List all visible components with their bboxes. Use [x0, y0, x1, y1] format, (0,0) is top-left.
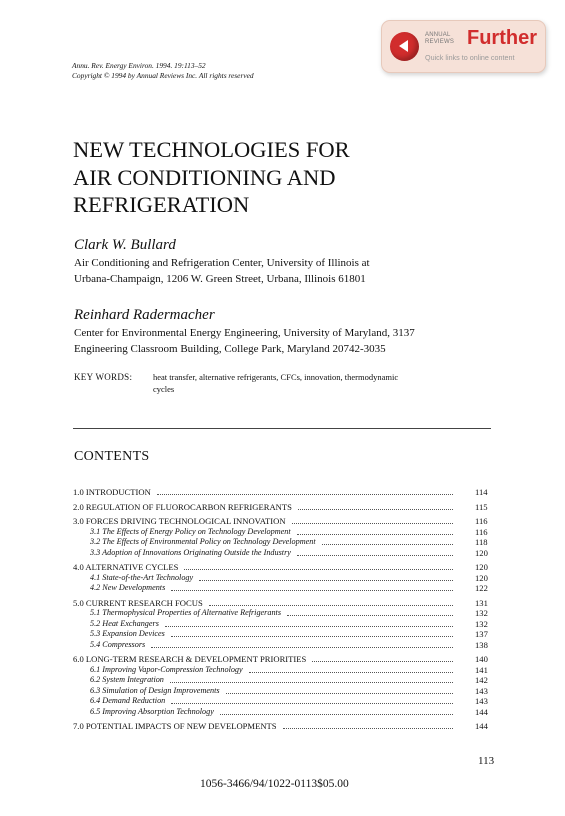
- toc-page-number: 115: [475, 501, 488, 512]
- toc-subsection: [73, 537, 493, 548]
- toc-page-number: 140: [475, 654, 488, 664]
- toc-page-number: 141: [475, 664, 488, 675]
- table-of-contents: [73, 487, 493, 732]
- toc-leader-dots: [312, 661, 453, 662]
- toc-leader-dots: [184, 569, 453, 570]
- toc-leader-dots: [220, 714, 453, 715]
- annual-reviews-logo-text: ANNUAL REVIEWS: [425, 32, 455, 45]
- further-links-badge[interactable]: [381, 20, 546, 73]
- toc-entry-label: 3.3 Adoption of Innovations Originating Outside the Industry: [90, 547, 291, 557]
- toc-page-number: 118: [475, 537, 488, 547]
- toc-leader-dots: [283, 728, 453, 729]
- toc-entry-label: 5.0 CURRENT RESEARCH FOCUS: [73, 597, 203, 608]
- contents-heading: CONTENTS: [74, 449, 150, 464]
- copyright-notice: Copyright © 1994 by Annual Reviews Inc. All rights reserved: [72, 71, 254, 80]
- toc-subsection: [73, 686, 493, 697]
- toc-subsection: [73, 527, 493, 538]
- toc-page-number: 122: [475, 583, 488, 593]
- journal-citation: Annu. Rev. Energy Environ. 1994. 19:113–52: [72, 61, 206, 70]
- keywords-label: KEY WORDS:: [74, 372, 133, 382]
- toc-leader-dots: [199, 580, 453, 581]
- toc-leader-dots: [297, 534, 453, 535]
- toc-entry-label: 6.3 Simulation of Design Improvements: [90, 685, 220, 695]
- toc-subsection: [73, 665, 493, 676]
- price-code: 1056-3466/94/1022-0113$05.00: [200, 778, 349, 790]
- toc-section: [73, 516, 493, 527]
- toc-entry-label: 6.5 Improving Absorption Technology: [90, 706, 214, 716]
- toc-page-number: 137: [475, 629, 488, 639]
- toc-entry-label: 6.4 Demand Reduction: [90, 696, 166, 705]
- toc-page-number: 144: [475, 721, 488, 731]
- toc-entry-label: 5.2 Heat Exchangers: [90, 618, 159, 628]
- toc-entry-label: 6.1 Improving Vapor-Compression Technology: [90, 664, 243, 674]
- toc-page-number: 143: [475, 696, 488, 706]
- toc-entry-label: 5.1 Thermophysical Properties of Alternative Refrigerants: [90, 608, 282, 617]
- section-divider: [73, 428, 491, 429]
- toc-leader-dots: [170, 682, 453, 683]
- author-name: Reinhard Radermacher: [74, 307, 215, 323]
- toc-leader-dots: [157, 494, 453, 495]
- toc-subsection: [73, 548, 493, 559]
- page-number: 113: [478, 755, 495, 767]
- toc-page-number: 120: [475, 547, 488, 558]
- toc-subsection: [73, 675, 493, 686]
- toc-page-number: 132: [475, 608, 488, 618]
- toc-leader-dots: [171, 636, 453, 637]
- toc-entry-label: 5.4 Compressors: [90, 639, 146, 649]
- toc-leader-dots: [297, 555, 453, 556]
- toc-page-number: 131: [475, 597, 488, 608]
- toc-page-number: 143: [475, 685, 488, 696]
- toc-page-number: 114: [475, 487, 488, 497]
- toc-entry-label: 6.2 System Integration: [90, 675, 164, 684]
- toc-page-number: 120: [475, 572, 488, 583]
- toc-page-number: 132: [475, 618, 488, 629]
- toc-entry-label: 1.0 INTRODUCTION: [73, 487, 151, 497]
- toc-section: [73, 502, 493, 513]
- toc-leader-dots: [151, 647, 453, 648]
- toc-entry-label: 6.0 LONG-TERM RESEARCH & DEVELOPMENT PRIORITIES: [73, 654, 307, 664]
- toc-section: [73, 562, 493, 573]
- toc-leader-dots: [287, 615, 453, 616]
- toc-entry-label: 4.0 ALTERNATIVE CYCLES: [73, 562, 179, 572]
- toc-subsection: [73, 696, 493, 707]
- toc-section: [73, 598, 493, 609]
- further-label: Further: [467, 27, 537, 49]
- toc-leader-dots: [249, 672, 453, 673]
- toc-entry-label: 5.3 Expansion Devices: [90, 629, 165, 638]
- toc-subsection: [73, 573, 493, 584]
- toc-entry-label: 3.1 The Effects of Energy Policy on Technology Development: [90, 526, 291, 536]
- toc-entry-label: 3.2 The Effects of Environmental Policy on Technology Development: [90, 537, 316, 546]
- toc-leader-dots: [292, 523, 453, 524]
- toc-page-number: 120: [475, 562, 488, 572]
- toc-leader-dots: [165, 626, 453, 627]
- journal-citation-block: [72, 61, 254, 81]
- toc-leader-dots: [209, 605, 453, 606]
- toc-leader-dots: [171, 590, 453, 591]
- toc-subsection: [73, 640, 493, 651]
- toc-entry-label: 4.1 State-of-the-Art Technology: [90, 572, 194, 582]
- toc-subsection: [73, 629, 493, 640]
- keywords-list: heat transfer, alternative refrigerants, CFCs, innovation, thermodynamic cycles: [153, 372, 399, 394]
- toc-leader-dots: [298, 509, 453, 510]
- toc-page-number: 116: [475, 526, 488, 537]
- toc-subsection: [73, 583, 493, 594]
- author-affiliation: Air Conditioning and Refrigeration Center, University of Illinois at Urbana-Champaign, 1206 W. Green Street, Urbana, Illinois 61801: [74, 257, 370, 285]
- toc-entry-label: 3.0 FORCES DRIVING TECHNOLOGICAL INNOVATION: [73, 516, 286, 526]
- toc-leader-dots: [322, 544, 453, 545]
- toc-leader-dots: [226, 693, 453, 694]
- toc-subsection: [73, 707, 493, 718]
- toc-leader-dots: [171, 703, 453, 704]
- toc-page-number: 116: [475, 516, 488, 526]
- toc-page-number: 138: [475, 639, 488, 650]
- toc-subsection: [73, 608, 493, 619]
- toc-section: [73, 721, 493, 732]
- toc-section: [73, 654, 493, 665]
- toc-entry-label: 4.2 New Developments: [90, 583, 166, 592]
- toc-section: [73, 487, 493, 498]
- toc-entry-label: 7.0 POTENTIAL IMPACTS OF NEW DEVELOPMENTS: [73, 721, 277, 731]
- back-arrow-icon: [390, 32, 419, 61]
- badge-tagline: Quick links to online content: [425, 53, 515, 62]
- toc-page-number: 142: [475, 675, 488, 685]
- toc-page-number: 144: [475, 706, 488, 717]
- toc-subsection: [73, 619, 493, 630]
- author-affiliation: Center for Environmental Energy Engineering, University of Maryland, 3137 Engineering Classroom Building, College Park, Maryland 20742-3035: [74, 327, 415, 355]
- toc-entry-label: 2.0 REGULATION OF FLUOROCARBON REFRIGERANTS: [73, 501, 292, 512]
- article-title: NEW TECHNOLOGIES FOR AIR CONDITIONING AND REFRIGERATION: [73, 137, 350, 217]
- author-name: Clark W. Bullard: [74, 237, 176, 253]
